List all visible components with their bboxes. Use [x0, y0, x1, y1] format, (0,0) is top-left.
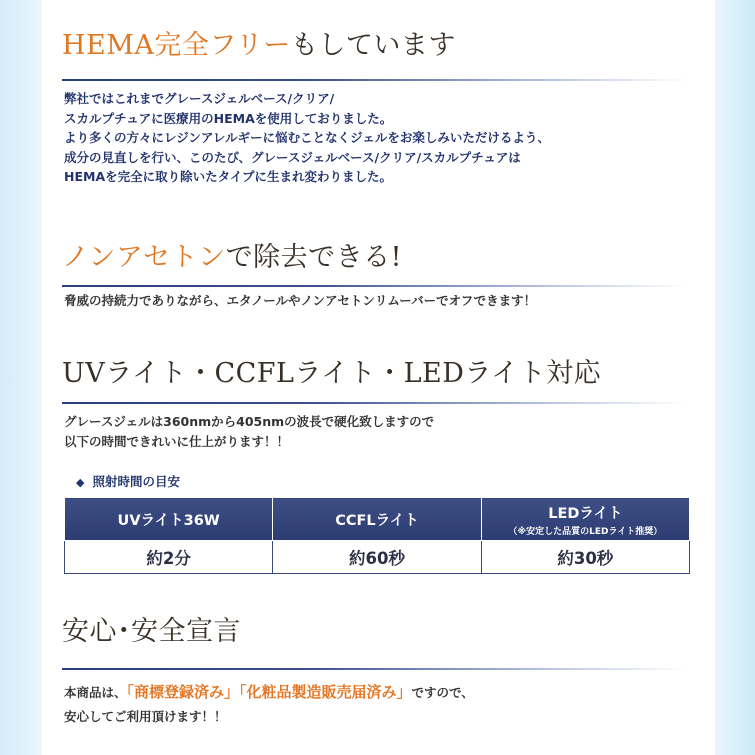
- header-ccfl-light: CCFLライト: [273, 498, 481, 541]
- header-uv-light: UVライト36W: [65, 498, 273, 541]
- uv-line-1: グレースジェルは360nmから405nmの波長で硬化致しますので: [64, 414, 435, 429]
- left-background-edge: [0, 0, 42, 755]
- curing-time-legend-text: 照射時間の目安: [92, 474, 180, 489]
- nonacetone-title-accent: ノンアセトン: [62, 242, 226, 273]
- nonacetone-title-rule: [62, 285, 688, 287]
- safety-title-rule: [62, 668, 688, 670]
- hema-line-5: HEMAを完全に取り除いたタイプに生まれ変わりました。: [64, 169, 392, 184]
- header-led-note: （※安定した品質のLEDライト推奨）: [508, 526, 663, 537]
- safety-line-1-post: ですので、: [411, 685, 474, 700]
- hema-description: [64, 89, 550, 187]
- uv-title-rule: [62, 402, 688, 404]
- hema-free-title-accent: HEMA完全フリー: [62, 30, 291, 61]
- value-led-light: 約30秒: [481, 541, 689, 574]
- curing-time-table: [64, 497, 690, 574]
- safety-title: 安心･安全宣言: [62, 616, 241, 647]
- safety-line-1: [64, 680, 474, 705]
- hema-line-2: スカルプチュアに医療用のHEMAを使用しておりました。: [64, 110, 393, 126]
- content-panel: [42, 0, 715, 755]
- curing-time-legend: [76, 472, 180, 490]
- hema-line-3: より多くの方々にレジンアレルギーに悩むことなくジェルをお楽しみいただけるよう、: [64, 130, 550, 145]
- table-row: [65, 541, 690, 574]
- hema-free-title: [62, 30, 456, 62]
- header-led-label: LEDライト: [548, 505, 623, 522]
- hema-free-title-rest: もしています: [290, 30, 456, 61]
- hema-title-rule: [62, 79, 688, 81]
- hema-line-1: 弊社ではこれまでグレースジェルベース/クリア/: [64, 91, 335, 106]
- value-uv-light: 約2分: [65, 541, 273, 574]
- uv-line-2: 以下の時間できれいに仕上がります！！: [64, 433, 290, 449]
- hema-line-4: 成分の見直しを行い、このたび、グレースジェルベース/クリア/スカルプチュアは: [64, 149, 521, 165]
- safety-highlight: 「商標登録済み」「化粧品製造販売届済み」: [126, 683, 412, 701]
- nonacetone-title: [62, 242, 402, 274]
- nonacetone-line: 脅威の持続力でありながら、エタノールやノンアセトンリムーバーでオフできます！: [64, 293, 537, 308]
- nonacetone-description: [64, 291, 536, 311]
- header-led-light: [481, 498, 689, 541]
- safety-description: [64, 680, 474, 729]
- nonacetone-title-rest: で除去できる!: [225, 242, 403, 273]
- table-header-row: [65, 498, 690, 541]
- safety-line-2: 安心してご利用頂けます！！: [64, 709, 227, 724]
- right-background-edge: [713, 0, 755, 755]
- safety-line-1-pre: 本商品は、: [64, 685, 127, 700]
- uv-description: [64, 412, 434, 451]
- value-ccfl-light: 約60秒: [273, 541, 481, 574]
- diamond-icon: ◆: [76, 476, 85, 489]
- uv-title: UVライト・CCFLライト・LEDライト対応: [62, 358, 602, 389]
